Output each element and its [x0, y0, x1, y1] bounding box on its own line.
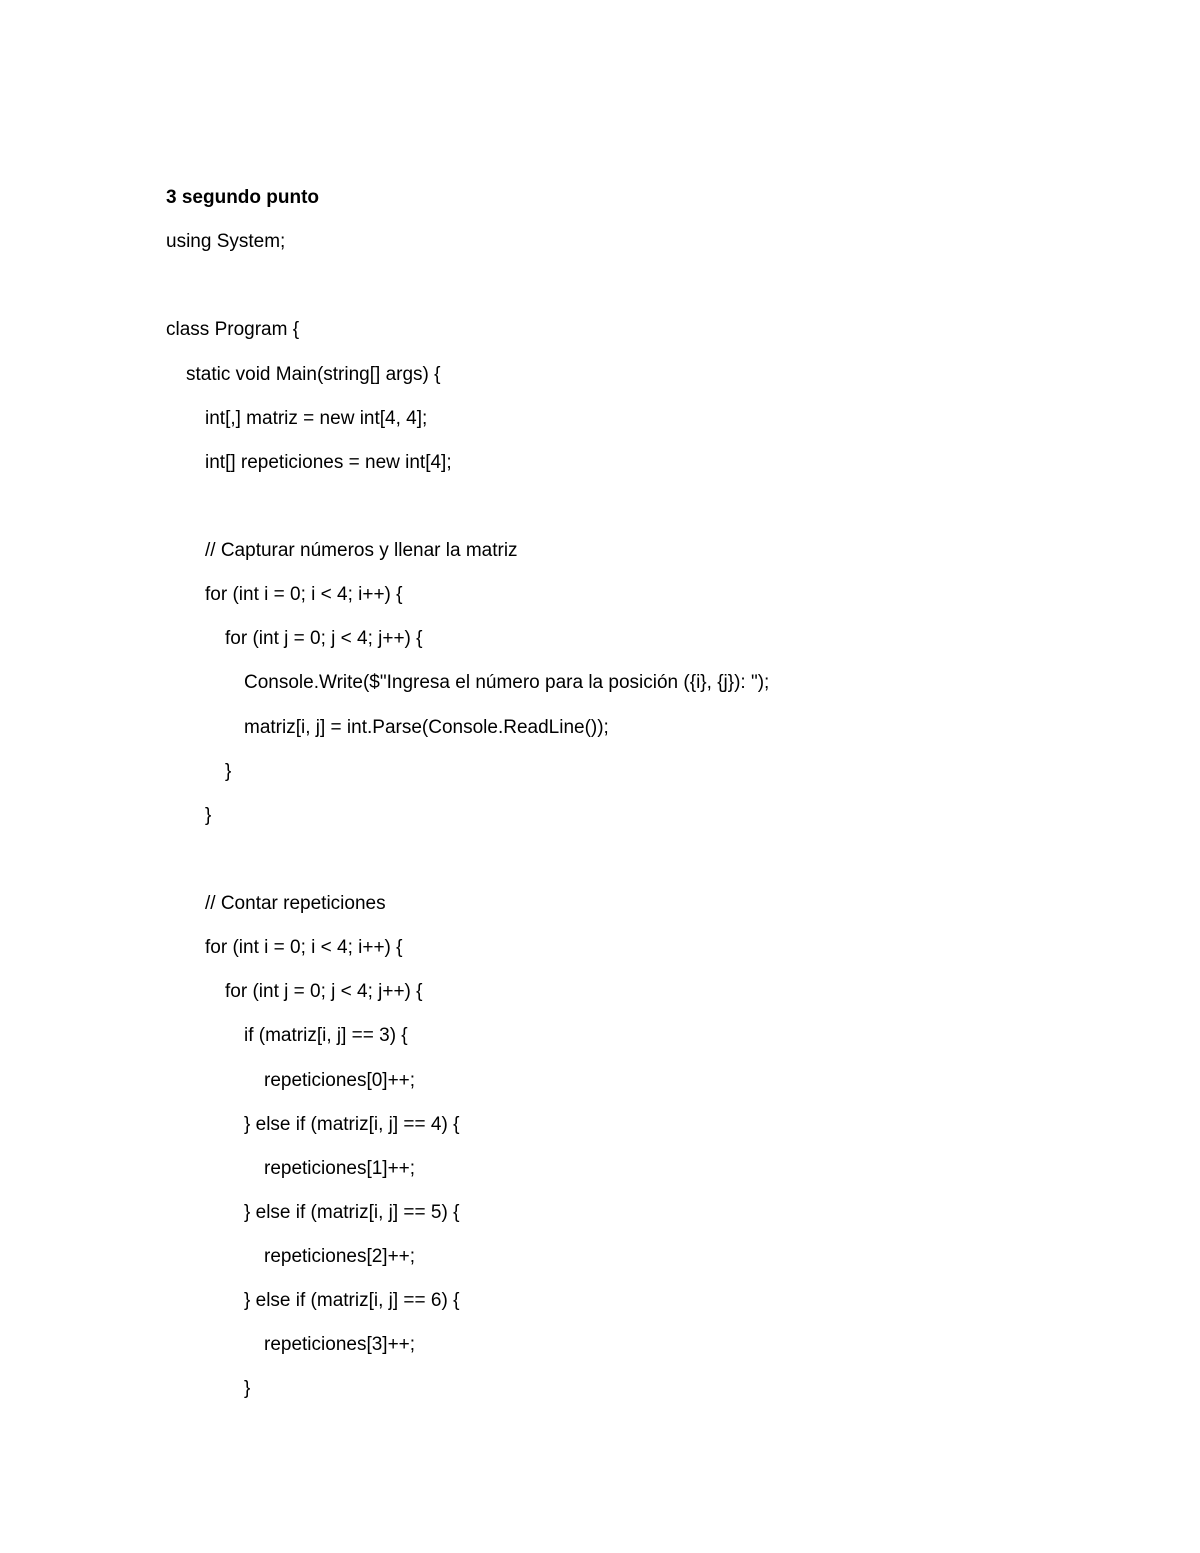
code-line: }: [225, 761, 232, 782]
code-line: repeticiones[3]++;: [264, 1334, 416, 1355]
code-line: for (int i = 0; i < 4; i++) {: [205, 584, 403, 605]
code-line: using System;: [166, 231, 286, 252]
code-comment: // Capturar números y llenar la matriz: [205, 540, 518, 561]
code-line: for (int j = 0; j < 4; j++) {: [225, 981, 423, 1002]
code-line: repeticiones[1]++;: [264, 1158, 416, 1179]
code-line: }: [244, 1378, 251, 1399]
code-line: repeticiones[2]++;: [264, 1246, 416, 1267]
code-line: repeticiones[0]++;: [264, 1070, 416, 1091]
code-line: matriz[i, j] = int.Parse(Console.ReadLine());: [244, 717, 609, 738]
code-line: Console.Write($"Ingresa el número para la posición ({i}, {j}): ");: [244, 672, 770, 693]
code-line: for (int i = 0; i < 4; i++) {: [205, 937, 403, 958]
code-line: } else if (matriz[i, j] == 4) {: [244, 1114, 460, 1135]
code-line: }: [205, 805, 212, 826]
code-line: class Program {: [166, 319, 300, 340]
code-line: static void Main(string[] args) {: [186, 364, 441, 385]
code-line: if (matriz[i, j] == 3) {: [244, 1025, 408, 1046]
code-comment: // Contar repeticiones: [205, 893, 386, 914]
code-line: int[] repeticiones = new int[4];: [205, 452, 452, 473]
code-line: for (int j = 0; j < 4; j++) {: [225, 628, 423, 649]
code-line: } else if (matriz[i, j] == 6) {: [244, 1290, 460, 1311]
section-heading: 3 segundo punto: [166, 187, 320, 208]
code-line: int[,] matriz = new int[4, 4];: [205, 408, 428, 429]
code-line: } else if (matriz[i, j] == 5) {: [244, 1202, 460, 1223]
